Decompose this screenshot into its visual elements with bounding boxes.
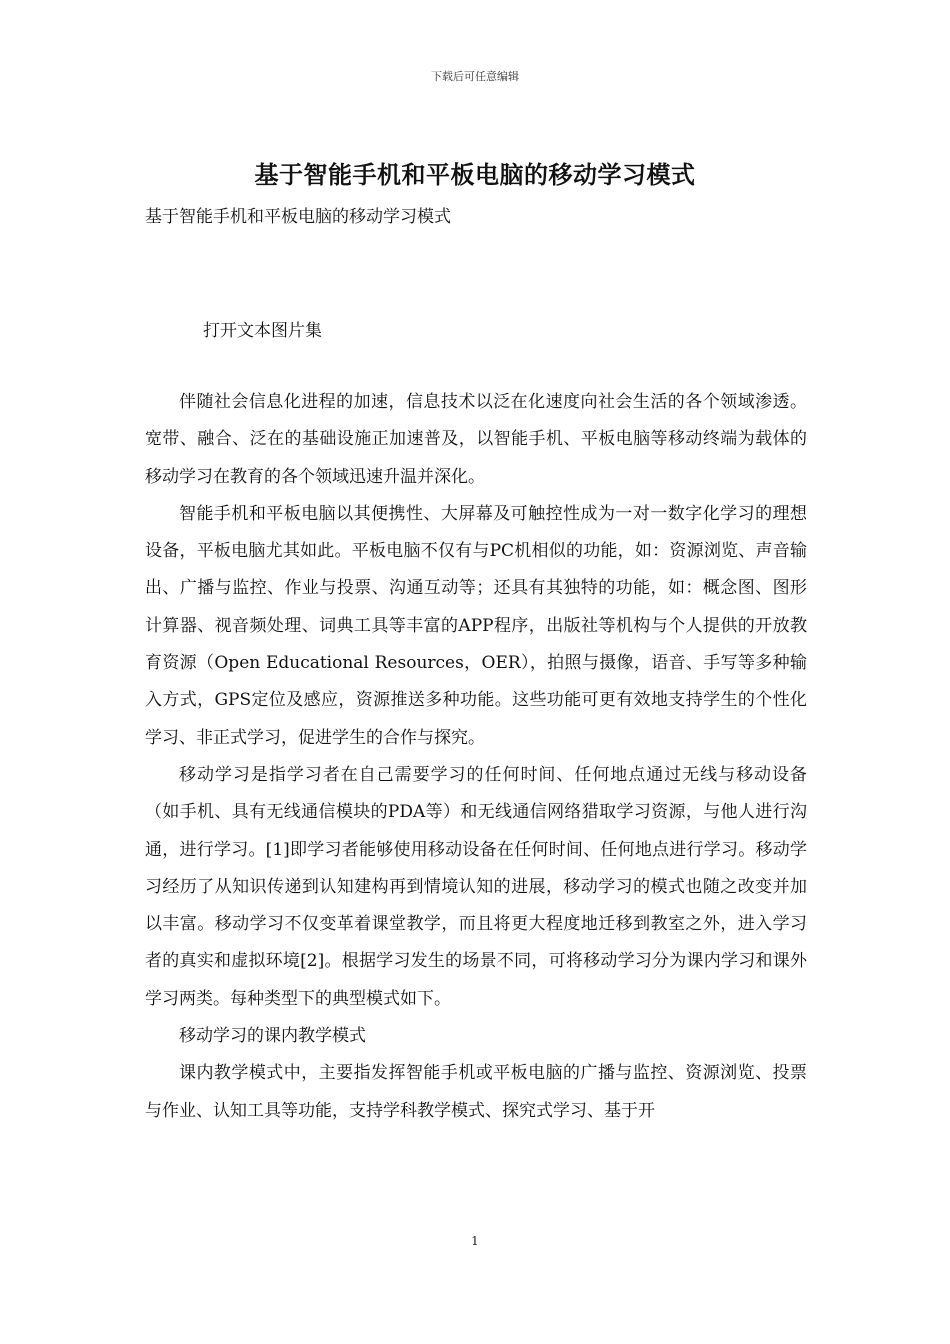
page-number: 1	[471, 1234, 479, 1248]
section-heading: 移动学习的课内教学模式	[179, 1026, 366, 1047]
paragraph-classroom: 课内教学模式中，主要指发挥智能手机或平板电脑的广播与监控、资源浏览、投票与作业、认知工具等功能，支持学科教学模式、探究式学习、基于开	[145, 1063, 807, 1121]
paragraph-definition: 移动学习是指学习者在自己需要学习的任何时间、任何地点通过无线与移动设备（如手机、具有无线通信模块的PDA等）和无线通信网络猎取学习资源，与他人进行沟通，进行学习。[1]即学习者能够使用移动设备在任何时间、任何地点进行学习。移动学习经历了从知识传递到认知建构再到情境认知的进展，移动学习的模式也随之改变并加以丰富。移动学习不仅变革着课堂教学，而且将更大程度地迁移到教室之外，进入学习者的真实和虚拟环境[2]。根据学习发生的场景不同，可将移动学习分为课内学习和课外学习两类。每种类型下的典型模式如下。	[145, 764, 807, 1009]
header-note: 下载后可任意编辑	[431, 70, 519, 83]
page-subtitle: 基于智能手机和平板电脑的移动学习模式	[145, 207, 451, 227]
body-text	[145, 384, 807, 1130]
paragraph-intro: 伴随社会信息化进程的加速，信息技术以泛在化速度向社会生活的各个领域渗透。宽带、融合、泛在的基础设施正加速普及，以智能手机、平板电脑等移动终端为载体的移动学习在教育的各个领域迅速升温并深化。	[145, 392, 807, 487]
paragraph-devices: 智能手机和平板电脑以其便携性、大屏幕及可触控性成为一对一数字化学习的理想设备，平板电脑尤其如此。平板电脑不仅有与PC机相似的功能，如：资源浏览、声音输出、广播与监控、作业与投票、沟通互动等；还具有其独特的功能，如：概念图、图形计算器、视音频处理、词典工具等丰富的APP程序，出版社等机构与个人提供的开放教育资源（Open Educational Resources，OER），拍照与摄像，语音、手写等多种输入方式，GPS定位及感应，资源推送多种功能。这些功能可更有效地支持学生的个性化学习、非正式学习，促进学生的合作与探究。	[145, 503, 807, 748]
page-title: 基于智能手机和平板电脑的移动学习模式	[254, 160, 696, 189]
open-gallery-link[interactable]: 打开文本图片集	[203, 321, 322, 341]
